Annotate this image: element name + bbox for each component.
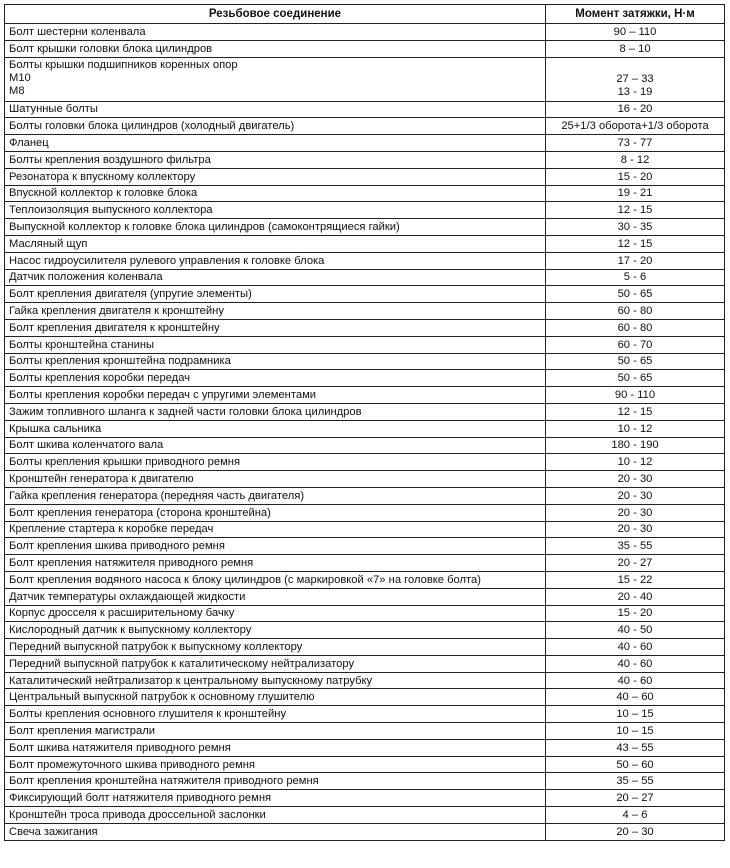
connection-cell: Болт крепления двигателя к кронштейну (5, 319, 546, 336)
torque-cell: 5 - 6 (546, 269, 725, 286)
table-row (5, 571, 725, 588)
connection-sublabel: М8 (9, 84, 25, 97)
connection-cell: Болты крепления коробки передач (5, 370, 546, 387)
torque-value: 27 – 33 (616, 72, 654, 85)
torque-cell: 40 – 60 (546, 689, 725, 706)
torque-cell: 20 - 27 (546, 555, 725, 572)
table-row (5, 756, 725, 773)
connection-cell: Болт крепления шкива приводного ремня (5, 538, 546, 555)
torque-cell: 40 - 60 (546, 639, 725, 656)
table-row (5, 471, 725, 488)
connection-cell: Зажим топливного шланга к задней части головки блока цилиндров (5, 403, 546, 420)
torque-cell: 50 – 60 (546, 756, 725, 773)
table-row (5, 672, 725, 689)
connection-cell: Передний выпускной патрубок к выпускному коллектору (5, 639, 546, 656)
table-row (5, 235, 725, 252)
connection-cell: Гайка крепления двигателя к кронштейну (5, 303, 546, 320)
connection-cell: Болт крепления магистрали (5, 723, 546, 740)
table-row (5, 723, 725, 740)
table-row (5, 588, 725, 605)
connection-cell: Центральный выпускной патрубок к основному глушителю (5, 689, 546, 706)
table-row (5, 403, 725, 420)
table-row (5, 269, 725, 286)
connection-cell: Шатунные болты (5, 101, 546, 118)
connection-cell: Датчик положения коленвала (5, 269, 546, 286)
connection-cell: Теплоизоляция выпускного коллектора (5, 202, 546, 219)
connection-cell: Болт крепления кронштейна натяжителя приводного ремня (5, 773, 546, 790)
torque-cell: 10 - 12 (546, 420, 725, 437)
torque-cell (546, 57, 725, 101)
torque-cell: 15 - 22 (546, 571, 725, 588)
torque-cell: 12 - 15 (546, 235, 725, 252)
table-row (5, 454, 725, 471)
torque-cell: 10 - 12 (546, 454, 725, 471)
table-row (5, 655, 725, 672)
connection-sublabel: М10 (9, 71, 31, 84)
torque-cell: 15 - 20 (546, 605, 725, 622)
table-row (5, 40, 725, 57)
table-row (5, 622, 725, 639)
torque-cell: 43 – 55 (546, 739, 725, 756)
torque-cell: 60 - 70 (546, 336, 725, 353)
table-row (5, 336, 725, 353)
connection-cell: Фиксирующий болт натяжителя приводного ремня (5, 790, 546, 807)
torque-cell: 17 - 20 (546, 252, 725, 269)
table-row (5, 370, 725, 387)
table-row (5, 118, 725, 135)
connection-label: Болты крышки подшипников коренных опор (9, 58, 238, 71)
table-row (5, 538, 725, 555)
connection-cell: Фланец (5, 135, 546, 152)
table-row (5, 605, 725, 622)
connection-cell: Болт шестерни коленвала (5, 24, 546, 41)
table-row (5, 773, 725, 790)
torque-cell: 35 - 55 (546, 538, 725, 555)
table-row (5, 353, 725, 370)
connection-cell: Болты крепления коробки передач с упругими элементами (5, 387, 546, 404)
torque-cell: 73 - 77 (546, 135, 725, 152)
torque-cell: 90 – 110 (546, 24, 725, 41)
table-row (5, 437, 725, 454)
table-row (5, 24, 725, 41)
torque-cell: 30 - 35 (546, 219, 725, 236)
connection-cell: Кронштейн троса привода дроссельной заслонки (5, 807, 546, 824)
connection-cell: Болт крепления генератора (сторона кронштейна) (5, 504, 546, 521)
connection-cell: Болты головки блока цилиндров (холодный двигатель) (5, 118, 546, 135)
connection-cell: Болты крепления крышки приводного ремня (5, 454, 546, 471)
torque-cell: 8 – 10 (546, 40, 725, 57)
torque-cell: 60 - 80 (546, 303, 725, 320)
torque-cell: 8 - 12 (546, 151, 725, 168)
torque-cell: 16 - 20 (546, 101, 725, 118)
table-row (5, 689, 725, 706)
connection-cell: Впускной коллектор к головке блока (5, 185, 546, 202)
table-row (5, 319, 725, 336)
torque-cell: 50 - 65 (546, 353, 725, 370)
torque-cell: 40 - 60 (546, 672, 725, 689)
table-row (5, 504, 725, 521)
table-body (5, 24, 725, 841)
connection-cell (5, 57, 546, 101)
table-row (5, 387, 725, 404)
column-header-connection: Резьбовое соединение (5, 5, 546, 24)
connection-cell: Корпус дросселя к расширительному бачку (5, 605, 546, 622)
torque-cell: 10 – 15 (546, 723, 725, 740)
connection-cell: Кронштейн генератора к двигателю (5, 471, 546, 488)
connection-cell: Болты крепления основного глушителя к кронштейну (5, 706, 546, 723)
connection-cell: Болт шкива коленчатого вала (5, 437, 546, 454)
table-row (5, 823, 725, 840)
table-row (5, 639, 725, 656)
table-row (5, 555, 725, 572)
connection-cell: Болт крепления двигателя (упругие элементы) (5, 286, 546, 303)
torque-cell: 12 - 15 (546, 403, 725, 420)
connection-cell: Болт крышки головки блока цилиндров (5, 40, 546, 57)
torque-cell: 40 - 50 (546, 622, 725, 639)
table-row (5, 252, 725, 269)
torque-cell: 10 – 15 (546, 706, 725, 723)
torque-cell: 15 - 20 (546, 168, 725, 185)
torque-table (4, 4, 725, 841)
torque-cell: 90 - 110 (546, 387, 725, 404)
torque-cell: 12 - 15 (546, 202, 725, 219)
connection-cell: Передний выпускной патрубок к каталитическому нейтрализатору (5, 655, 546, 672)
table-row (5, 487, 725, 504)
table-row (5, 739, 725, 756)
connection-cell: Датчик температуры охлаждающей жидкости (5, 588, 546, 605)
table-row (5, 286, 725, 303)
torque-cell: 20 – 30 (546, 823, 725, 840)
connection-cell: Крышка сальника (5, 420, 546, 437)
torque-cell: 20 - 30 (546, 471, 725, 488)
connection-cell: Болт промежуточного шкива приводного ремня (5, 756, 546, 773)
table-row (5, 807, 725, 824)
connection-cell: Резонатора к впускному коллектору (5, 168, 546, 185)
torque-cell: 50 - 65 (546, 370, 725, 387)
connection-cell: Болт шкива натяжителя приводного ремня (5, 739, 546, 756)
table-row (5, 420, 725, 437)
torque-cell: 60 - 80 (546, 319, 725, 336)
connection-cell: Гайка крепления генератора (передняя часть двигателя) (5, 487, 546, 504)
connection-cell: Масляный щуп (5, 235, 546, 252)
connection-cell: Выпускной коллектор к головке блока цилиндров (самоконтрящиеся гайки) (5, 219, 546, 236)
table-header-row (5, 5, 725, 24)
connection-cell: Болты крепления воздушного фильтра (5, 151, 546, 168)
torque-cell: 4 – 6 (546, 807, 725, 824)
column-header-torque: Момент затяжки, Н·м (546, 5, 725, 24)
table-row (5, 202, 725, 219)
table-row (5, 185, 725, 202)
torque-cell: 20 - 30 (546, 487, 725, 504)
connection-cell: Кислородный датчик к выпускному коллектору (5, 622, 546, 639)
torque-cell: 50 - 65 (546, 286, 725, 303)
connection-cell: Насос гидроусилителя рулевого управления к головке блока (5, 252, 546, 269)
table-row (5, 101, 725, 118)
table-row (5, 303, 725, 320)
table-row (5, 521, 725, 538)
table-row (5, 168, 725, 185)
torque-cell: 25+1/3 оборота+1/3 оборота (546, 118, 725, 135)
torque-table-sheet (4, 4, 724, 841)
torque-cell: 20 - 30 (546, 504, 725, 521)
torque-cell: 180 - 190 (546, 437, 725, 454)
connection-cell: Каталитический нейтрализатор к центральному выпускному патрубку (5, 672, 546, 689)
connection-cell: Свеча зажигания (5, 823, 546, 840)
connection-cell: Болт крепления натяжителя приводного ремня (5, 555, 546, 572)
torque-value: 13 - 19 (617, 85, 653, 98)
torque-cell: 35 – 55 (546, 773, 725, 790)
table-row (5, 57, 725, 101)
table-row (5, 706, 725, 723)
table-row (5, 219, 725, 236)
torque-cell: 20 - 40 (546, 588, 725, 605)
torque-cell: 40 - 60 (546, 655, 725, 672)
table-row (5, 790, 725, 807)
torque-cell: 20 – 27 (546, 790, 725, 807)
torque-cell: 20 - 30 (546, 521, 725, 538)
torque-cell: 19 - 21 (546, 185, 725, 202)
table-row (5, 151, 725, 168)
connection-cell: Болты крепления кронштейна подрамника (5, 353, 546, 370)
connection-cell: Крепление стартера к коробке передач (5, 521, 546, 538)
connection-cell: Болты кронштейна станины (5, 336, 546, 353)
table-row (5, 135, 725, 152)
connection-cell: Болт крепления водяного насоса к блоку цилиндров (с маркировкой «7» на головке болта) (5, 571, 546, 588)
